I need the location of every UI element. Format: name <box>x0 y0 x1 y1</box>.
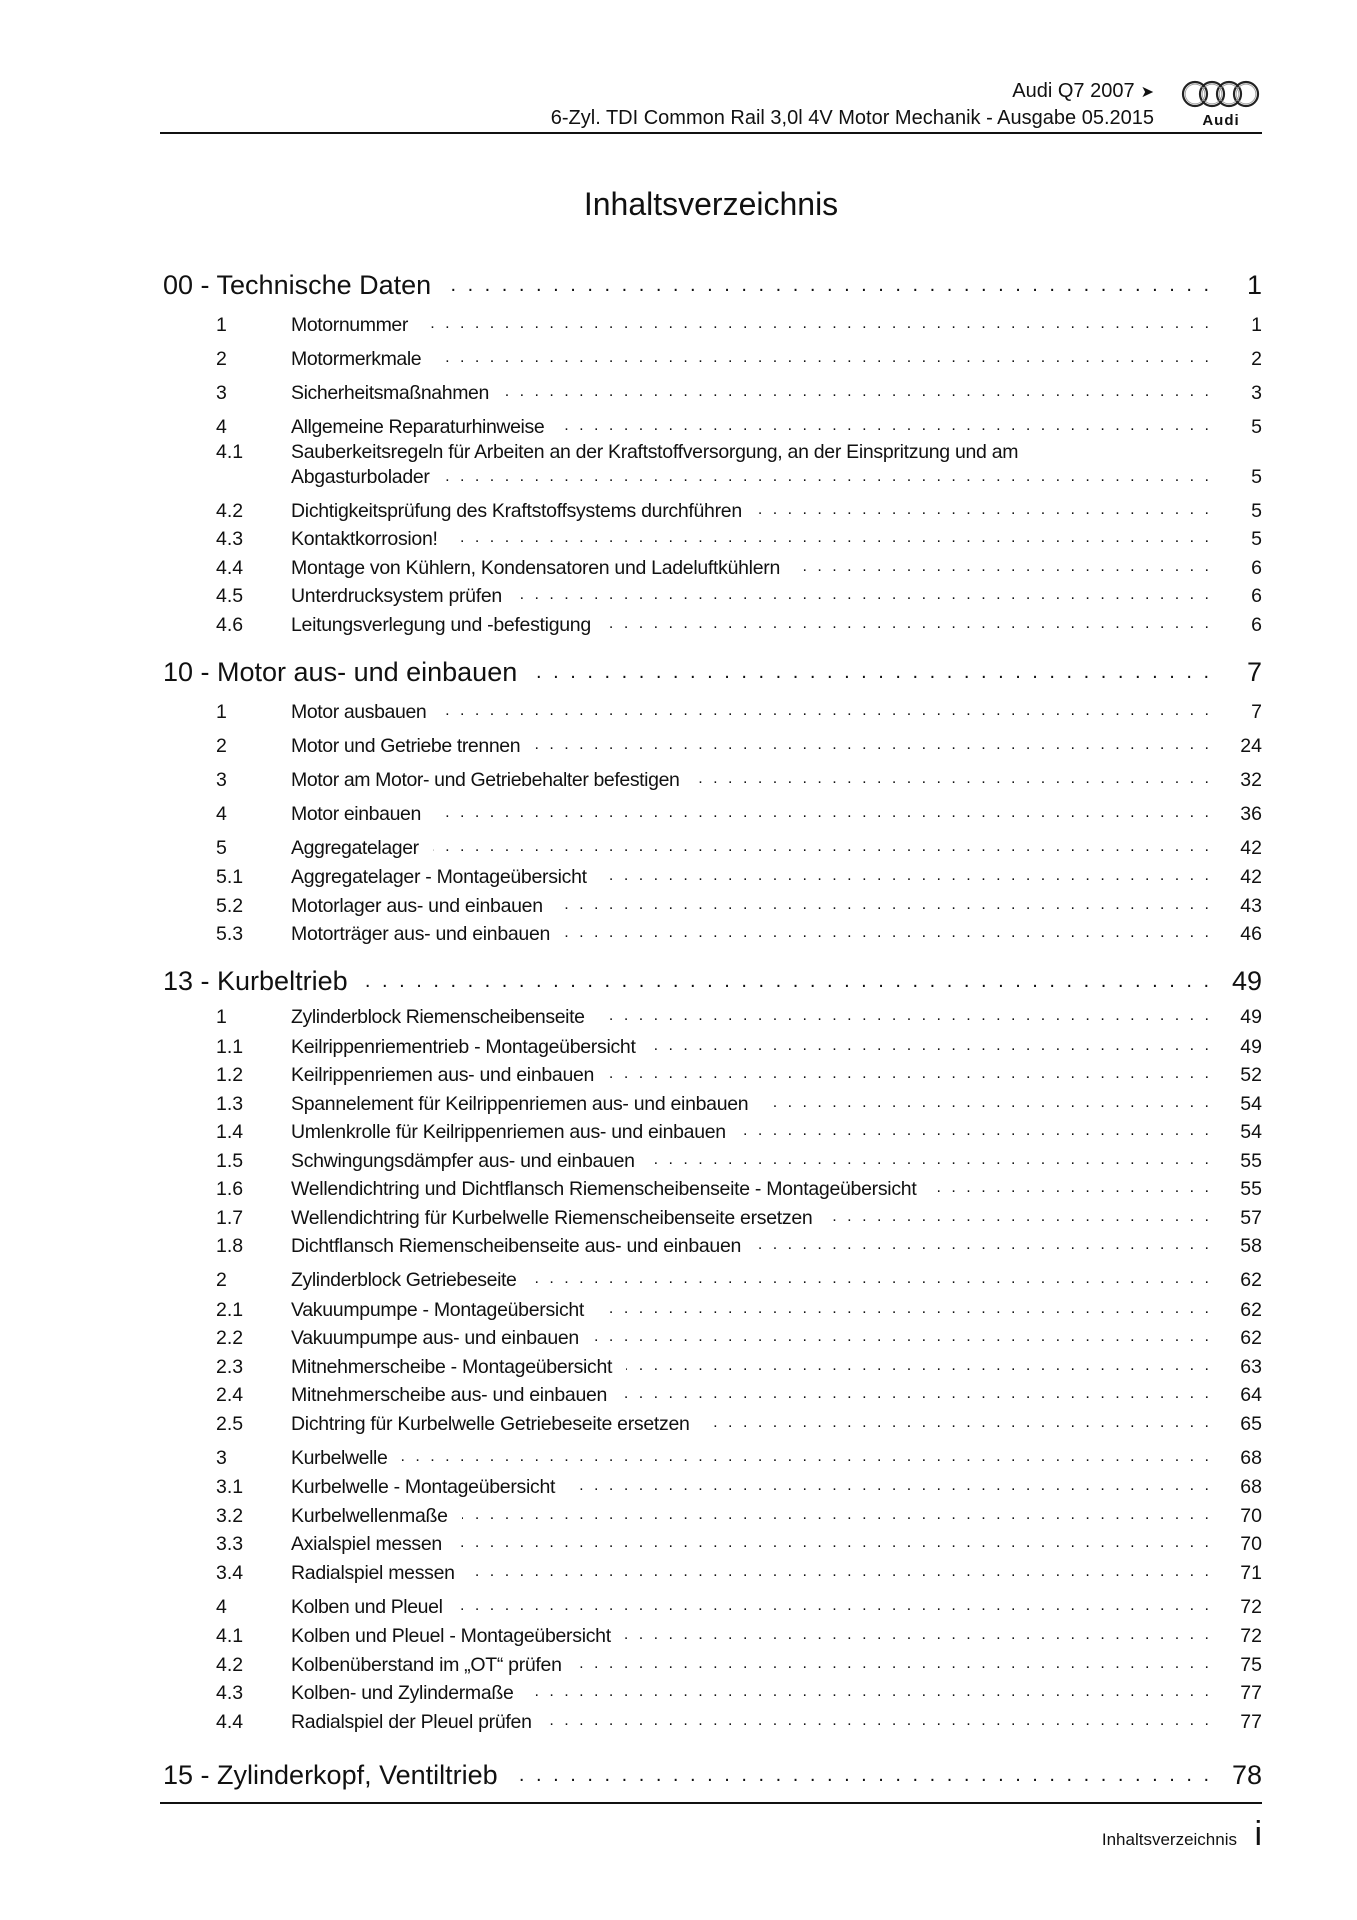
entry-page: 77 <box>1240 1710 1262 1733</box>
entry-title: Kurbelwelle <box>291 1446 388 1469</box>
entry-number: 1.3 <box>216 1092 244 1115</box>
audi-logo <box>1180 79 1262 129</box>
entry-number: 3.2 <box>216 1504 244 1527</box>
entry-number: 4.2 <box>216 1653 244 1676</box>
entry-title: Wellendichtring für Kurbelwelle Riemenscheibenseite ersetzen <box>291 1206 813 1229</box>
entry-page: 55 <box>1240 1178 1262 1200</box>
chapter-title: 00 - Technische Daten <box>163 270 432 300</box>
entry-number: 5.3 <box>216 923 244 945</box>
dot-leader <box>762 1093 1212 1113</box>
entry-page: 6 <box>1251 556 1262 579</box>
dot-leader <box>930 1178 1212 1198</box>
entry-title: Motornummer <box>291 314 408 336</box>
toc-entry[interactable] <box>163 1379 1262 1408</box>
entry-title: Leitungsverlegung und -befestigung <box>291 613 591 636</box>
toc-entry[interactable] <box>163 725 1262 759</box>
page-header <box>160 0 1262 140</box>
chapter-title: 13 - Kurbeltrieb <box>163 966 348 996</box>
entry-page: 62 <box>1240 1327 1262 1349</box>
toc-entry[interactable] <box>163 1000 1262 1030</box>
entry-page: 58 <box>1240 1235 1262 1257</box>
entry-title: Axialspiel messen <box>291 1533 442 1555</box>
dot-leader <box>693 769 1212 789</box>
entry-title: Motor einbauen <box>291 802 421 825</box>
entry-number: 2 <box>216 348 227 370</box>
audi-rings-icon <box>1180 79 1262 109</box>
toc-entry[interactable] <box>163 551 1262 580</box>
entry-number: 3 <box>216 382 227 404</box>
entry-title: Kolben- und Zylindermaße <box>291 1682 514 1704</box>
entry-title: Radialspiel messen <box>291 1561 455 1584</box>
entry-number: 4 <box>216 416 227 438</box>
dot-leader <box>456 1533 1212 1553</box>
dot-leader <box>756 500 1212 520</box>
entry-number: 4.4 <box>216 556 244 579</box>
entry-page: 43 <box>1240 894 1262 917</box>
entry-title: Kolben und Pleuel - Montageübersicht <box>291 1625 611 1647</box>
toc-chapter-10[interactable] <box>163 649 1262 689</box>
entry-title: Zylinderblock Riemenscheibenseite <box>291 1006 585 1028</box>
entry-page: 57 <box>1240 1206 1262 1229</box>
toc-entry[interactable] <box>163 494 1262 523</box>
toc-chapter-00[interactable] <box>163 262 1262 302</box>
dot-leader <box>605 614 1212 634</box>
dot-leader <box>608 1064 1212 1084</box>
dot-leader <box>576 1654 1212 1674</box>
entry-number: 2.4 <box>216 1384 244 1406</box>
footer-page-number: i <box>1254 1815 1262 1853</box>
entry-page: 1 <box>1251 314 1262 336</box>
header-rule <box>160 132 1262 134</box>
toc-entry[interactable] <box>163 918 1262 947</box>
header-model: Audi Q7 2007 <box>1012 80 1135 102</box>
dot-leader <box>435 803 1212 823</box>
dot-leader <box>649 1150 1212 1170</box>
dot-leader <box>516 585 1212 605</box>
entry-page: 72 <box>1240 1595 1262 1618</box>
toc-entry[interactable] <box>163 1499 1262 1528</box>
entry-page: 32 <box>1240 768 1262 791</box>
toc-entry[interactable] <box>163 759 1262 793</box>
entry-page: 64 <box>1240 1384 1262 1406</box>
entry-number: 3.4 <box>216 1561 244 1584</box>
dot-leader <box>530 1269 1212 1289</box>
entry-page: 49 <box>1240 1035 1262 1058</box>
dot-leader <box>557 895 1212 915</box>
entry-title: Vakuumpumpe aus- und einbauen <box>291 1327 579 1349</box>
toc-entry[interactable] <box>163 1144 1262 1173</box>
entry-number: 1.6 <box>216 1178 244 1200</box>
entry-page: 46 <box>1240 923 1262 945</box>
entry-title: Kolben und Pleuel <box>291 1595 443 1618</box>
table-of-contents <box>163 262 1262 1792</box>
entry-number: 3.3 <box>216 1533 244 1555</box>
dot-leader <box>621 1384 1212 1404</box>
entry-page: 68 <box>1240 1476 1262 1498</box>
entry-page: 62 <box>1240 1269 1262 1291</box>
entry-title: Motor und Getriebe trennen <box>291 734 521 757</box>
dot-leader <box>362 969 1212 993</box>
entry-title: Kolbenüberstand im „OT“ prüfen <box>291 1653 562 1676</box>
chapter-page: 1 <box>1246 270 1262 300</box>
toc-entry[interactable] <box>163 827 1262 861</box>
entry-page: 63 <box>1240 1355 1262 1378</box>
toc-entry[interactable] <box>163 861 1262 890</box>
toc-entry[interactable] <box>163 1059 1262 1088</box>
entry-title-line2: Abgasturbolader <box>291 466 430 488</box>
entry-number: 4.5 <box>216 585 244 607</box>
toc-entry[interactable] <box>163 1030 1262 1059</box>
entry-page: 70 <box>1240 1504 1262 1527</box>
dot-leader <box>546 1711 1212 1731</box>
entry-number: 2 <box>216 1269 227 1291</box>
entry-number: 2 <box>216 734 227 757</box>
entry-number: 2.1 <box>216 1298 244 1321</box>
entry-page: 49 <box>1240 1006 1262 1028</box>
dot-leader <box>704 1413 1212 1433</box>
entry-title: Keilrippenriementrieb - Montageübersicht <box>291 1035 636 1058</box>
dot-leader <box>564 923 1212 943</box>
entry-title: Umlenkrolle für Keilrippenriemen aus- und einbauen <box>291 1121 726 1143</box>
entry-page: 75 <box>1240 1653 1262 1676</box>
toc-chapter-13[interactable] <box>163 958 1262 998</box>
dot-leader <box>601 866 1212 886</box>
entry-number: 4.1 <box>216 441 244 463</box>
dot-leader <box>433 837 1212 857</box>
entry-title: Sicherheitsmaßnahmen <box>291 382 489 404</box>
toc-entry[interactable] <box>163 1648 1262 1677</box>
dot-leader <box>469 1562 1212 1582</box>
toc-entry[interactable] <box>163 580 1262 609</box>
entry-number: 3 <box>216 768 227 791</box>
dot-leader <box>598 1299 1212 1319</box>
entry-number: 2.5 <box>216 1412 244 1435</box>
entry-title: Aggregatelager <box>291 836 419 859</box>
dot-leader <box>625 1625 1212 1645</box>
dot-leader <box>422 314 1212 334</box>
dot-leader <box>503 382 1212 402</box>
toc-entry[interactable] <box>163 372 1262 406</box>
entry-title-line1: Sauberkeitsregeln für Arbeiten an der Kraftstoffversorgung, an der Einspritzung und am <box>291 441 1019 463</box>
entry-number: 3.1 <box>216 1476 244 1498</box>
entry-title: Kontaktkorrosion! <box>291 528 438 550</box>
dot-leader <box>755 1235 1212 1255</box>
dot-leader <box>462 1505 1212 1525</box>
entry-number: 4.6 <box>216 613 244 636</box>
entry-page: 6 <box>1251 613 1262 636</box>
toc-entry[interactable] <box>163 1087 1262 1116</box>
toc-entry[interactable] <box>163 1201 1262 1230</box>
dot-leader <box>626 1356 1212 1376</box>
toc-entry[interactable] <box>163 1620 1262 1649</box>
entry-title: Allgemeine Reparaturhinweise <box>291 416 545 438</box>
toc-entry[interactable] <box>163 440 1262 494</box>
dot-leader <box>794 557 1212 577</box>
chapter-page: 49 <box>1231 966 1262 996</box>
entry-title: Aggregatelager - Montageübersicht <box>291 866 587 888</box>
header-model-line <box>1012 79 1154 105</box>
entry-page: 2 <box>1251 348 1262 370</box>
toc-entry[interactable] <box>163 1528 1262 1557</box>
entry-number: 5 <box>216 836 227 859</box>
entry-title: Mitnehmerscheibe - Montageübersicht <box>291 1355 613 1378</box>
dot-leader <box>452 528 1212 548</box>
toc-entry[interactable] <box>163 1258 1262 1293</box>
dot-leader <box>445 273 1212 297</box>
toc-chapter-15[interactable] <box>163 1752 1262 1792</box>
entry-page: 77 <box>1240 1682 1262 1704</box>
entry-title: Montage von Kühlern, Kondensatoren und Ladeluftkühlern <box>291 556 781 579</box>
entry-page: 7 <box>1251 700 1262 723</box>
entry-number: 4 <box>216 1595 227 1618</box>
toc-entry[interactable] <box>163 691 1262 725</box>
entry-number: 4.3 <box>216 1682 244 1704</box>
chapter-title: 10 - Motor aus- und einbauen <box>163 656 518 687</box>
audi-wordmark: Audi <box>1202 112 1240 129</box>
entry-page: 3 <box>1251 382 1262 404</box>
dot-leader <box>401 1447 1212 1467</box>
toc-entry[interactable] <box>163 1585 1262 1620</box>
header-subtitle: 6-Zyl. TDI Common Rail 3,0l 4V Motor Mechanik - Ausgabe 05.2015 <box>550 107 1154 129</box>
toc-entry[interactable] <box>163 1350 1262 1379</box>
entry-page: 55 <box>1240 1149 1262 1172</box>
entry-page: 5 <box>1251 466 1262 488</box>
entry-page: 68 <box>1240 1446 1262 1469</box>
dot-leader <box>650 1036 1212 1056</box>
entry-title: Motorträger aus- und einbauen <box>291 923 551 945</box>
toc-entry[interactable] <box>163 1705 1262 1734</box>
entry-page: 5 <box>1251 499 1262 522</box>
entry-number: 1.8 <box>216 1235 244 1257</box>
toc-entry[interactable] <box>163 1322 1262 1351</box>
chapter-page: 7 <box>1246 656 1262 687</box>
dot-leader <box>534 735 1212 755</box>
toc-entry[interactable] <box>163 1677 1262 1706</box>
toc-entry[interactable] <box>163 1407 1262 1436</box>
entry-page: 54 <box>1240 1092 1262 1115</box>
entry-page: 5 <box>1251 416 1262 438</box>
entry-title: Motor ausbauen <box>291 700 427 723</box>
entry-page: 42 <box>1240 836 1262 859</box>
entry-number: 3 <box>216 1446 227 1469</box>
toc-entry[interactable] <box>163 889 1262 918</box>
entry-page: 36 <box>1240 802 1262 825</box>
entry-page: 5 <box>1251 528 1262 550</box>
dot-leader <box>826 1207 1212 1227</box>
entry-number: 1.2 <box>216 1064 244 1086</box>
entry-number: 4.4 <box>216 1710 244 1733</box>
entry-number: 4.1 <box>216 1625 244 1647</box>
dot-leader <box>435 348 1212 368</box>
entry-number: 4 <box>216 802 227 825</box>
toc-entry[interactable] <box>163 1556 1262 1585</box>
entry-page: 42 <box>1240 866 1262 888</box>
entry-title: Dichtigkeitsprüfung des Kraftstoffsystems durchführen <box>291 499 742 522</box>
toc-entry[interactable] <box>163 304 1262 338</box>
entry-number: 5.1 <box>216 866 244 888</box>
entry-title: Spannelement für Keilrippenriemen aus- und einbauen <box>291 1092 749 1115</box>
dot-leader <box>512 1763 1212 1787</box>
dot-leader <box>531 660 1212 684</box>
entry-title: Mitnehmerscheibe aus- und einbauen <box>291 1384 608 1406</box>
entry-title: Motormerkmale <box>291 348 422 370</box>
entry-title: Vakuumpumpe - Montageübersicht <box>291 1298 585 1321</box>
entry-title: Dichtflansch Riemenscheibenseite aus- und einbauen <box>291 1235 742 1257</box>
entry-number: 1.7 <box>216 1206 244 1229</box>
entry-number: 4.2 <box>216 499 244 522</box>
entry-title: Kurbelwellenmaße <box>291 1504 448 1527</box>
entry-title: Schwingungsdämpfer aus- und einbauen <box>291 1149 635 1172</box>
entry-number: 1 <box>216 314 227 336</box>
entry-number: 1.1 <box>216 1035 244 1058</box>
entry-page: 65 <box>1240 1412 1262 1435</box>
entry-number: 4.3 <box>216 528 244 550</box>
entry-title: Dichtring für Kurbelwelle Getriebeseite ersetzen <box>291 1412 690 1435</box>
dot-leader <box>569 1476 1212 1496</box>
dot-leader <box>528 1682 1212 1702</box>
entry-page: 52 <box>1240 1064 1262 1086</box>
dot-leader <box>444 467 1212 487</box>
entry-page: 71 <box>1240 1561 1262 1584</box>
entry-page: 54 <box>1240 1121 1262 1143</box>
entry-page: 70 <box>1240 1533 1262 1555</box>
toc-entry[interactable] <box>163 523 1262 552</box>
entry-title: Wellendichtring und Dichtflansch Riemenscheibenseite - Montageübersicht <box>291 1178 917 1200</box>
entry-title: Kurbelwelle - Montageübersicht <box>291 1476 556 1498</box>
footer-label: Inhaltsverzeichnis <box>1101 1830 1237 1849</box>
entry-number: 2.2 <box>216 1327 244 1349</box>
entry-page: 62 <box>1240 1298 1262 1321</box>
dot-leader <box>593 1327 1212 1347</box>
entry-title: Radialspiel der Pleuel prüfen <box>291 1710 532 1733</box>
entry-title: Keilrippenriemen aus- und einbauen <box>291 1064 595 1086</box>
entry-title: Zylinderblock Getriebeseite <box>291 1269 517 1291</box>
dot-leader <box>440 701 1212 721</box>
toc-entry[interactable] <box>163 1436 1262 1471</box>
entry-title: Unterdrucksystem prüfen <box>291 585 502 607</box>
entry-title: Motorlager aus- und einbauen <box>291 894 543 917</box>
toc-entry[interactable] <box>163 793 1262 827</box>
arrow-right-icon: ➤ <box>1140 84 1154 101</box>
dot-leader <box>457 1596 1213 1616</box>
toc-entry[interactable] <box>163 406 1262 440</box>
chapter-title: 15 - Zylinderkopf, Ventiltrieb <box>163 1759 498 1790</box>
dot-leader <box>599 1006 1212 1026</box>
page-title: Inhaltsverzeichnis <box>583 186 839 222</box>
toc-entry[interactable] <box>163 1471 1262 1500</box>
entry-number: 1.5 <box>216 1149 244 1172</box>
entry-number: 1 <box>216 700 227 723</box>
toc-entry[interactable] <box>163 608 1262 637</box>
footer-rule <box>160 1802 1262 1804</box>
entry-number: 1 <box>216 1006 227 1028</box>
entry-page: 72 <box>1240 1625 1262 1647</box>
toc-entry[interactable] <box>163 338 1262 372</box>
toc-entry[interactable] <box>163 1230 1262 1259</box>
chapter-page: 78 <box>1231 1759 1262 1790</box>
toc-entry[interactable] <box>163 1293 1262 1322</box>
dot-leader <box>558 416 1212 436</box>
toc-entry[interactable] <box>163 1116 1262 1145</box>
dot-leader <box>740 1121 1212 1141</box>
entry-number: 1.4 <box>216 1121 244 1143</box>
entry-number: 5.2 <box>216 894 244 917</box>
entry-page: 6 <box>1251 585 1262 607</box>
toc-entry[interactable] <box>163 1173 1262 1202</box>
entry-number: 2.3 <box>216 1355 244 1378</box>
entry-title: Motor am Motor- und Getriebehalter befestigen <box>291 768 680 791</box>
entry-page: 24 <box>1240 734 1262 757</box>
